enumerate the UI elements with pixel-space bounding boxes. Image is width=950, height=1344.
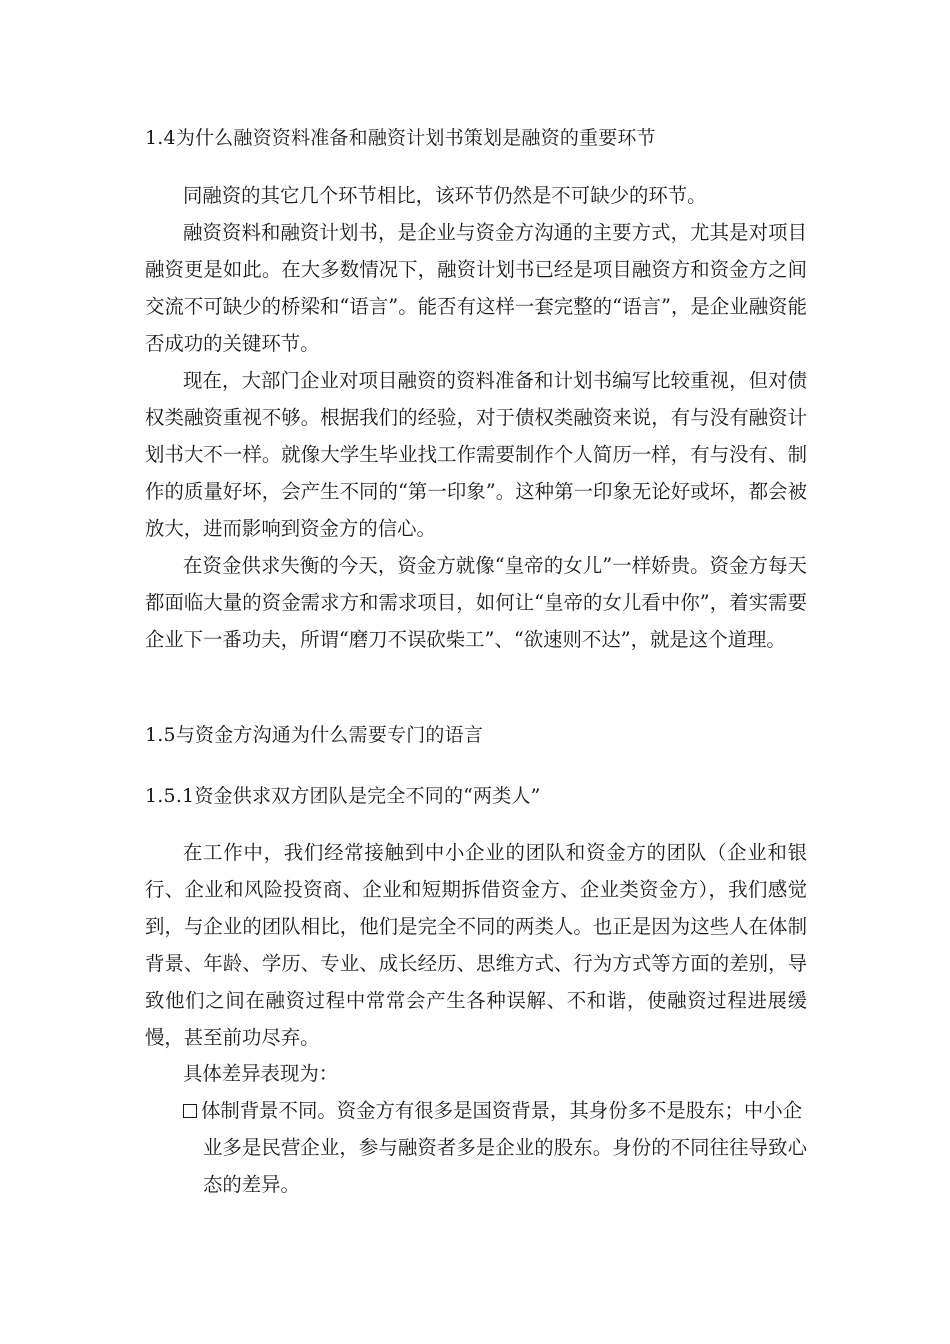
paragraph: 具体差异表现为： (183, 1062, 339, 1085)
bullet-text-first-line: 体制背景不同。资金方有很多是国资背景，其身份多不是股东；中小企 (201, 1099, 803, 1122)
checkbox-bullet-icon (183, 1104, 197, 1118)
paragraph: 现在，大部门企业对项目融资的资料准备和计划书编写比较重视，但对债权类融资重视不够。根据我们的经验，对于债权类融资来说，有与没有融资计划书大不一样。就像大学生毕业找工作需要制作个人简历一样，有与没有、制作的质量好坏，会产生不同的“第一印象”。这种第一印象无论好或坏，都会被放大，进而影响到资金方的信心。 (145, 369, 807, 540)
section-heading-1-4: 1.4为什么融资资料准备和融资计划书策划是融资的重要环节 (145, 127, 656, 149)
paragraph: 在资金供求失衡的今天，资金方就像“皇帝的女儿”一样娇贵。资金方每天都面临大量的资金需求方和需求项目，如何让“皇帝的女儿看中你”，着实需要企业下一番功夫，所谓“磨刀不误砍柴工”、“欲速则不达”，就是这个道理。 (145, 554, 807, 651)
section-heading-1-5: 1.5与资金方沟通为什么需要专门的语言 (145, 724, 484, 746)
bullet-item (183, 1092, 807, 1203)
paragraph: 在工作中，我们经常接触到中小企业的团队和资金方的团队（企业和银行、企业和风险投资商、企业和短期拆借资金方、企业类资金方），我们感觉到，与企业的团队相比，他们是完全不同的两类人。也正是因为这些人在体制背景、年龄、学历、专业、成长经历、思维方式、行为方式等方面的差别，导致他们之间在融资过程中常常会产生各种误解、不和谐，使融资过程进展缓慢，甚至前功尽弃。 (145, 841, 807, 1049)
bullet-text-continued: 业多是民营企业，参与融资者多是企业的股东。身份的不同往往导致心态的差异。 (203, 1136, 807, 1196)
paragraph: 同融资的其它几个环节相比，该环节仍然是不可缺少的环节。 (183, 184, 707, 207)
section-heading-1-5-1: 1.5.1资金供求双方团队是完全不同的“两类人” (145, 785, 541, 807)
paragraph: 融资资料和融资计划书，是企业与资金方沟通的主要方式，尤其是对项目融资更是如此。在大多数情况下，融资计划书已经是项目融资方和资金方之间交流不可缺少的桥梁和“语言”。能否有这样一套完整的“语言”，是企业融资能否成功的关键环节。 (145, 221, 807, 355)
